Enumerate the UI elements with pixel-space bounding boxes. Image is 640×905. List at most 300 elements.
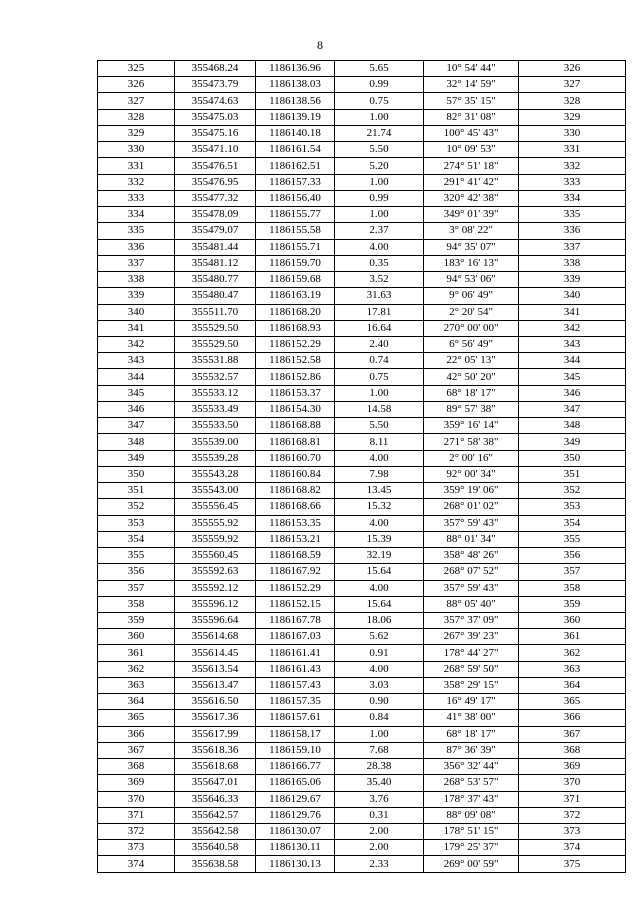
cell-point-number: 359 <box>98 612 175 628</box>
cell-bearing: 320° 42' 38" <box>424 190 519 206</box>
table-row <box>98 596 626 612</box>
cell-distance: 4.00 <box>335 661 424 677</box>
cell-y-coordinate: 1186155.58 <box>256 223 335 239</box>
table-row <box>98 109 626 125</box>
cell-x-coordinate: 355479.07 <box>175 223 256 239</box>
cell-bearing: 100° 45' 43" <box>424 125 519 141</box>
cell-x-coordinate: 355614.68 <box>175 629 256 645</box>
table-row <box>98 580 626 596</box>
cell-y-coordinate: 1186130.07 <box>256 824 335 840</box>
cell-bearing: 356° 32' 44" <box>424 759 519 775</box>
cell-y-coordinate: 1186130.13 <box>256 856 335 872</box>
cell-bearing: 358° 29' 15" <box>424 677 519 693</box>
table-row <box>98 434 626 450</box>
cell-point-number: 367 <box>98 742 175 758</box>
table-row <box>98 336 626 352</box>
cell-y-coordinate: 1186155.71 <box>256 239 335 255</box>
table-row <box>98 515 626 531</box>
cell-next-point-number: 335 <box>519 207 626 223</box>
cell-point-number: 349 <box>98 450 175 466</box>
cell-next-point-number: 366 <box>519 710 626 726</box>
table-row <box>98 661 626 677</box>
cell-x-coordinate: 355614.45 <box>175 645 256 661</box>
cell-next-point-number: 331 <box>519 142 626 158</box>
cell-y-coordinate: 1186162.51 <box>256 158 335 174</box>
cell-point-number: 347 <box>98 418 175 434</box>
cell-point-number: 362 <box>98 661 175 677</box>
cell-bearing: 268° 01' 02" <box>424 499 519 515</box>
cell-distance: 5.50 <box>335 418 424 434</box>
cell-next-point-number: 358 <box>519 580 626 596</box>
cell-point-number: 339 <box>98 288 175 304</box>
cell-point-number: 343 <box>98 353 175 369</box>
cell-y-coordinate: 1186152.86 <box>256 369 335 385</box>
table-row <box>98 759 626 775</box>
table-row <box>98 645 626 661</box>
cell-next-point-number: 359 <box>519 596 626 612</box>
cell-distance: 0.74 <box>335 353 424 369</box>
cell-bearing: 88° 05' 40" <box>424 596 519 612</box>
cell-bearing: 88° 09' 08" <box>424 807 519 823</box>
cell-bearing: 349° 01' 39" <box>424 207 519 223</box>
cell-point-number: 342 <box>98 336 175 352</box>
cell-bearing: 178° 37' 43" <box>424 791 519 807</box>
cell-distance: 15.32 <box>335 499 424 515</box>
cell-point-number: 369 <box>98 775 175 791</box>
table-row <box>98 564 626 580</box>
cell-next-point-number: 367 <box>519 726 626 742</box>
cell-x-coordinate: 355647.01 <box>175 775 256 791</box>
cell-distance: 1.00 <box>335 109 424 125</box>
cell-x-coordinate: 355592.63 <box>175 564 256 580</box>
cell-y-coordinate: 1186161.43 <box>256 661 335 677</box>
cell-y-coordinate: 1186154.30 <box>256 401 335 417</box>
cell-bearing: 68° 18' 17" <box>424 726 519 742</box>
cell-distance: 3.03 <box>335 677 424 693</box>
cell-y-coordinate: 1186153.21 <box>256 531 335 547</box>
cell-x-coordinate: 355560.45 <box>175 548 256 564</box>
cell-y-coordinate: 1186163.19 <box>256 288 335 304</box>
cell-distance: 4.00 <box>335 515 424 531</box>
cell-distance: 0.75 <box>335 93 424 109</box>
table-row <box>98 239 626 255</box>
cell-point-number: 329 <box>98 125 175 141</box>
cell-x-coordinate: 355529.50 <box>175 336 256 352</box>
table-row <box>98 418 626 434</box>
table-row <box>98 726 626 742</box>
cell-bearing: 22° 05' 13" <box>424 353 519 369</box>
cell-next-point-number: 374 <box>519 840 626 856</box>
cell-distance: 0.99 <box>335 77 424 93</box>
cell-distance: 14.58 <box>335 401 424 417</box>
cell-x-coordinate: 355532.57 <box>175 369 256 385</box>
cell-distance: 5.50 <box>335 142 424 158</box>
table-row <box>98 223 626 239</box>
cell-next-point-number: 334 <box>519 190 626 206</box>
cell-next-point-number: 352 <box>519 483 626 499</box>
cell-next-point-number: 375 <box>519 856 626 872</box>
cell-y-coordinate: 1186161.41 <box>256 645 335 661</box>
cell-distance: 21.74 <box>335 125 424 141</box>
cell-distance: 5.20 <box>335 158 424 174</box>
cell-point-number: 365 <box>98 710 175 726</box>
cell-next-point-number: 355 <box>519 531 626 547</box>
table-row <box>98 158 626 174</box>
cell-point-number: 353 <box>98 515 175 531</box>
cell-y-coordinate: 1186167.92 <box>256 564 335 580</box>
cell-distance: 4.00 <box>335 580 424 596</box>
cell-next-point-number: 342 <box>519 320 626 336</box>
cell-point-number: 332 <box>98 174 175 190</box>
cell-y-coordinate: 1186168.66 <box>256 499 335 515</box>
cell-point-number: 341 <box>98 320 175 336</box>
cell-point-number: 366 <box>98 726 175 742</box>
cell-x-coordinate: 355533.12 <box>175 385 256 401</box>
cell-bearing: 2° 00' 16" <box>424 450 519 466</box>
cell-next-point-number: 336 <box>519 223 626 239</box>
cell-y-coordinate: 1186157.35 <box>256 694 335 710</box>
cell-x-coordinate: 355471.10 <box>175 142 256 158</box>
cell-next-point-number: 327 <box>519 77 626 93</box>
cell-x-coordinate: 355618.68 <box>175 759 256 775</box>
cell-y-coordinate: 1186165.06 <box>256 775 335 791</box>
cell-bearing: 6° 56' 49" <box>424 336 519 352</box>
cell-point-number: 352 <box>98 499 175 515</box>
table-row <box>98 629 626 645</box>
cell-x-coordinate: 355613.54 <box>175 661 256 677</box>
cell-next-point-number: 329 <box>519 109 626 125</box>
cell-point-number: 364 <box>98 694 175 710</box>
cell-next-point-number: 357 <box>519 564 626 580</box>
cell-x-coordinate: 355476.51 <box>175 158 256 174</box>
cell-next-point-number: 362 <box>519 645 626 661</box>
cell-bearing: 57° 35' 15" <box>424 93 519 109</box>
cell-point-number: 345 <box>98 385 175 401</box>
cell-point-number: 348 <box>98 434 175 450</box>
cell-bearing: 291° 41' 42" <box>424 174 519 190</box>
cell-distance: 18.06 <box>335 612 424 628</box>
table-row <box>98 304 626 320</box>
cell-distance: 13.45 <box>335 483 424 499</box>
cell-y-coordinate: 1186140.18 <box>256 125 335 141</box>
cell-next-point-number: 368 <box>519 742 626 758</box>
cell-next-point-number: 348 <box>519 418 626 434</box>
cell-point-number: 346 <box>98 401 175 417</box>
table-row <box>98 791 626 807</box>
cell-x-coordinate: 355555.92 <box>175 515 256 531</box>
table-row <box>98 61 626 77</box>
cell-bearing: 183° 16' 13" <box>424 255 519 271</box>
cell-bearing: 94° 35' 07" <box>424 239 519 255</box>
cell-next-point-number: 345 <box>519 369 626 385</box>
cell-bearing: 357° 37' 09" <box>424 612 519 628</box>
cell-next-point-number: 354 <box>519 515 626 531</box>
table-row <box>98 531 626 547</box>
cell-bearing: 9° 06' 49" <box>424 288 519 304</box>
cell-next-point-number: 349 <box>519 434 626 450</box>
cell-bearing: 268° 59' 50" <box>424 661 519 677</box>
cell-distance: 0.35 <box>335 255 424 271</box>
cell-distance: 0.91 <box>335 645 424 661</box>
table-row <box>98 824 626 840</box>
cell-bearing: 270° 00' 00" <box>424 320 519 336</box>
cell-next-point-number: 347 <box>519 401 626 417</box>
cell-next-point-number: 373 <box>519 824 626 840</box>
cell-bearing: 178° 44' 27" <box>424 645 519 661</box>
cell-next-point-number: 364 <box>519 677 626 693</box>
cell-y-coordinate: 1186168.20 <box>256 304 335 320</box>
cell-y-coordinate: 1186156.40 <box>256 190 335 206</box>
cell-next-point-number: 371 <box>519 791 626 807</box>
cell-x-coordinate: 355596.12 <box>175 596 256 612</box>
cell-bearing: 10° 54' 44" <box>424 61 519 77</box>
table-row <box>98 856 626 872</box>
cell-point-number: 355 <box>98 548 175 564</box>
cell-y-coordinate: 1186152.15 <box>256 596 335 612</box>
cell-distance: 15.39 <box>335 531 424 547</box>
cell-y-coordinate: 1186138.03 <box>256 77 335 93</box>
cell-bearing: 357° 59' 43" <box>424 580 519 596</box>
cell-x-coordinate: 355529.50 <box>175 320 256 336</box>
cell-x-coordinate: 355640.58 <box>175 840 256 856</box>
cell-bearing: 359° 19' 06" <box>424 483 519 499</box>
cell-y-coordinate: 1186152.29 <box>256 580 335 596</box>
cell-next-point-number: 343 <box>519 336 626 352</box>
cell-distance: 1.00 <box>335 726 424 742</box>
cell-point-number: 361 <box>98 645 175 661</box>
cell-point-number: 358 <box>98 596 175 612</box>
cell-next-point-number: 369 <box>519 759 626 775</box>
cell-bearing: 269° 00' 59" <box>424 856 519 872</box>
table-row <box>98 612 626 628</box>
cell-point-number: 337 <box>98 255 175 271</box>
cell-bearing: 87° 36' 39" <box>424 742 519 758</box>
cell-distance: 3.52 <box>335 272 424 288</box>
cell-y-coordinate: 1186167.78 <box>256 612 335 628</box>
cell-x-coordinate: 355617.36 <box>175 710 256 726</box>
cell-point-number: 326 <box>98 77 175 93</box>
table-row <box>98 142 626 158</box>
cell-x-coordinate: 355511.70 <box>175 304 256 320</box>
cell-x-coordinate: 355476.95 <box>175 174 256 190</box>
cell-next-point-number: 326 <box>519 61 626 77</box>
table-row <box>98 369 626 385</box>
cell-point-number: 325 <box>98 61 175 77</box>
cell-y-coordinate: 1186138.56 <box>256 93 335 109</box>
cell-bearing: 271° 58' 38" <box>424 434 519 450</box>
cell-y-coordinate: 1186168.81 <box>256 434 335 450</box>
cell-x-coordinate: 355474.63 <box>175 93 256 109</box>
table-row <box>98 320 626 336</box>
cell-x-coordinate: 355556.45 <box>175 499 256 515</box>
cell-bearing: 179° 25' 37" <box>424 840 519 856</box>
cell-point-number: 336 <box>98 239 175 255</box>
cell-bearing: 32° 14' 59" <box>424 77 519 93</box>
cell-bearing: 178° 51' 15" <box>424 824 519 840</box>
cell-distance: 8.11 <box>335 434 424 450</box>
cell-bearing: 3° 08' 22" <box>424 223 519 239</box>
cell-point-number: 356 <box>98 564 175 580</box>
cell-x-coordinate: 355543.28 <box>175 466 256 482</box>
cell-point-number: 351 <box>98 483 175 499</box>
table-row <box>98 288 626 304</box>
cell-next-point-number: 330 <box>519 125 626 141</box>
cell-point-number: 370 <box>98 791 175 807</box>
cell-x-coordinate: 355592.12 <box>175 580 256 596</box>
cell-distance: 2.00 <box>335 840 424 856</box>
cell-distance: 17.81 <box>335 304 424 320</box>
page-number: 8 <box>317 38 323 52</box>
table-row <box>98 174 626 190</box>
cell-bearing: 357° 59' 43" <box>424 515 519 531</box>
cell-y-coordinate: 1186158.17 <box>256 726 335 742</box>
table-row <box>98 548 626 564</box>
cell-bearing: 82° 31' 08" <box>424 109 519 125</box>
table-row <box>98 677 626 693</box>
cell-y-coordinate: 1186130.11 <box>256 840 335 856</box>
cell-point-number: 334 <box>98 207 175 223</box>
cell-bearing: 358° 48' 26" <box>424 548 519 564</box>
cell-x-coordinate: 355480.47 <box>175 288 256 304</box>
table-row <box>98 385 626 401</box>
cell-bearing: 68° 18' 17" <box>424 385 519 401</box>
cell-next-point-number: 370 <box>519 775 626 791</box>
table-row <box>98 255 626 271</box>
table-row <box>98 77 626 93</box>
cell-distance: 1.00 <box>335 385 424 401</box>
table-row <box>98 807 626 823</box>
table-row <box>98 742 626 758</box>
cell-next-point-number: 339 <box>519 272 626 288</box>
table-row <box>98 272 626 288</box>
cell-point-number: 327 <box>98 93 175 109</box>
cell-bearing: 2° 20' 54" <box>424 304 519 320</box>
cell-distance: 0.90 <box>335 694 424 710</box>
cell-distance: 31.63 <box>335 288 424 304</box>
table-row <box>98 125 626 141</box>
cell-y-coordinate: 1186161.54 <box>256 142 335 158</box>
cell-y-coordinate: 1186160.84 <box>256 466 335 482</box>
cell-point-number: 354 <box>98 531 175 547</box>
table-row <box>98 483 626 499</box>
cell-point-number: 333 <box>98 190 175 206</box>
cell-x-coordinate: 355642.57 <box>175 807 256 823</box>
cell-x-coordinate: 355646.33 <box>175 791 256 807</box>
cell-point-number: 357 <box>98 580 175 596</box>
cell-bearing: 92° 00' 34" <box>424 466 519 482</box>
cell-point-number: 335 <box>98 223 175 239</box>
cell-y-coordinate: 1186167.03 <box>256 629 335 645</box>
cell-y-coordinate: 1186157.61 <box>256 710 335 726</box>
cell-distance: 4.00 <box>335 239 424 255</box>
cell-next-point-number: 350 <box>519 450 626 466</box>
cell-next-point-number: 332 <box>519 158 626 174</box>
table-row <box>98 466 626 482</box>
cell-point-number: 373 <box>98 840 175 856</box>
cell-y-coordinate: 1186155.77 <box>256 207 335 223</box>
table-row <box>98 499 626 515</box>
coordinates-table-body <box>98 61 626 873</box>
cell-x-coordinate: 355559.92 <box>175 531 256 547</box>
cell-y-coordinate: 1186139.19 <box>256 109 335 125</box>
cell-next-point-number: 372 <box>519 807 626 823</box>
cell-x-coordinate: 355543.00 <box>175 483 256 499</box>
cell-x-coordinate: 355477.32 <box>175 190 256 206</box>
cell-x-coordinate: 355475.16 <box>175 125 256 141</box>
cell-next-point-number: 353 <box>519 499 626 515</box>
cell-next-point-number: 356 <box>519 548 626 564</box>
cell-bearing: 42° 50' 20" <box>424 369 519 385</box>
table-row <box>98 353 626 369</box>
cell-bearing: 94° 53' 06" <box>424 272 519 288</box>
cell-y-coordinate: 1186153.37 <box>256 385 335 401</box>
table-row <box>98 694 626 710</box>
cell-distance: 28.38 <box>335 759 424 775</box>
cell-distance: 5.65 <box>335 61 424 77</box>
cell-point-number: 360 <box>98 629 175 645</box>
cell-point-number: 330 <box>98 142 175 158</box>
cell-x-coordinate: 355533.49 <box>175 401 256 417</box>
cell-x-coordinate: 355638.58 <box>175 856 256 872</box>
cell-point-number: 368 <box>98 759 175 775</box>
cell-y-coordinate: 1186136.96 <box>256 61 335 77</box>
cell-next-point-number: 363 <box>519 661 626 677</box>
cell-next-point-number: 360 <box>519 612 626 628</box>
cell-point-number: 363 <box>98 677 175 693</box>
cell-x-coordinate: 355468.24 <box>175 61 256 77</box>
cell-next-point-number: 338 <box>519 255 626 271</box>
table-row <box>98 207 626 223</box>
cell-distance: 0.31 <box>335 807 424 823</box>
cell-y-coordinate: 1186168.59 <box>256 548 335 564</box>
cell-distance: 0.84 <box>335 710 424 726</box>
cell-y-coordinate: 1186157.43 <box>256 677 335 693</box>
cell-point-number: 374 <box>98 856 175 872</box>
cell-y-coordinate: 1186160.70 <box>256 450 335 466</box>
cell-x-coordinate: 355613.47 <box>175 677 256 693</box>
cell-distance: 2.00 <box>335 824 424 840</box>
cell-point-number: 328 <box>98 109 175 125</box>
cell-point-number: 350 <box>98 466 175 482</box>
cell-distance: 3.76 <box>335 791 424 807</box>
table-row <box>98 710 626 726</box>
cell-distance: 32.19 <box>335 548 424 564</box>
cell-distance: 2.40 <box>335 336 424 352</box>
cell-next-point-number: 344 <box>519 353 626 369</box>
cell-next-point-number: 341 <box>519 304 626 320</box>
cell-bearing: 267° 39' 23" <box>424 629 519 645</box>
cell-bearing: 10° 09' 53" <box>424 142 519 158</box>
cell-distance: 7.98 <box>335 466 424 482</box>
cell-y-coordinate: 1186152.29 <box>256 336 335 352</box>
table-row <box>98 93 626 109</box>
table-row <box>98 450 626 466</box>
cell-x-coordinate: 355478.09 <box>175 207 256 223</box>
cell-next-point-number: 328 <box>519 93 626 109</box>
cell-distance: 35.40 <box>335 775 424 791</box>
cell-bearing: 274° 51' 18" <box>424 158 519 174</box>
cell-distance: 15.64 <box>335 596 424 612</box>
cell-distance: 16.64 <box>335 320 424 336</box>
coordinates-table <box>97 60 626 873</box>
cell-bearing: 268° 07' 52" <box>424 564 519 580</box>
cell-x-coordinate: 355539.28 <box>175 450 256 466</box>
cell-bearing: 41° 38' 00" <box>424 710 519 726</box>
cell-y-coordinate: 1186152.58 <box>256 353 335 369</box>
cell-distance: 4.00 <box>335 450 424 466</box>
cell-next-point-number: 365 <box>519 694 626 710</box>
cell-x-coordinate: 355617.99 <box>175 726 256 742</box>
